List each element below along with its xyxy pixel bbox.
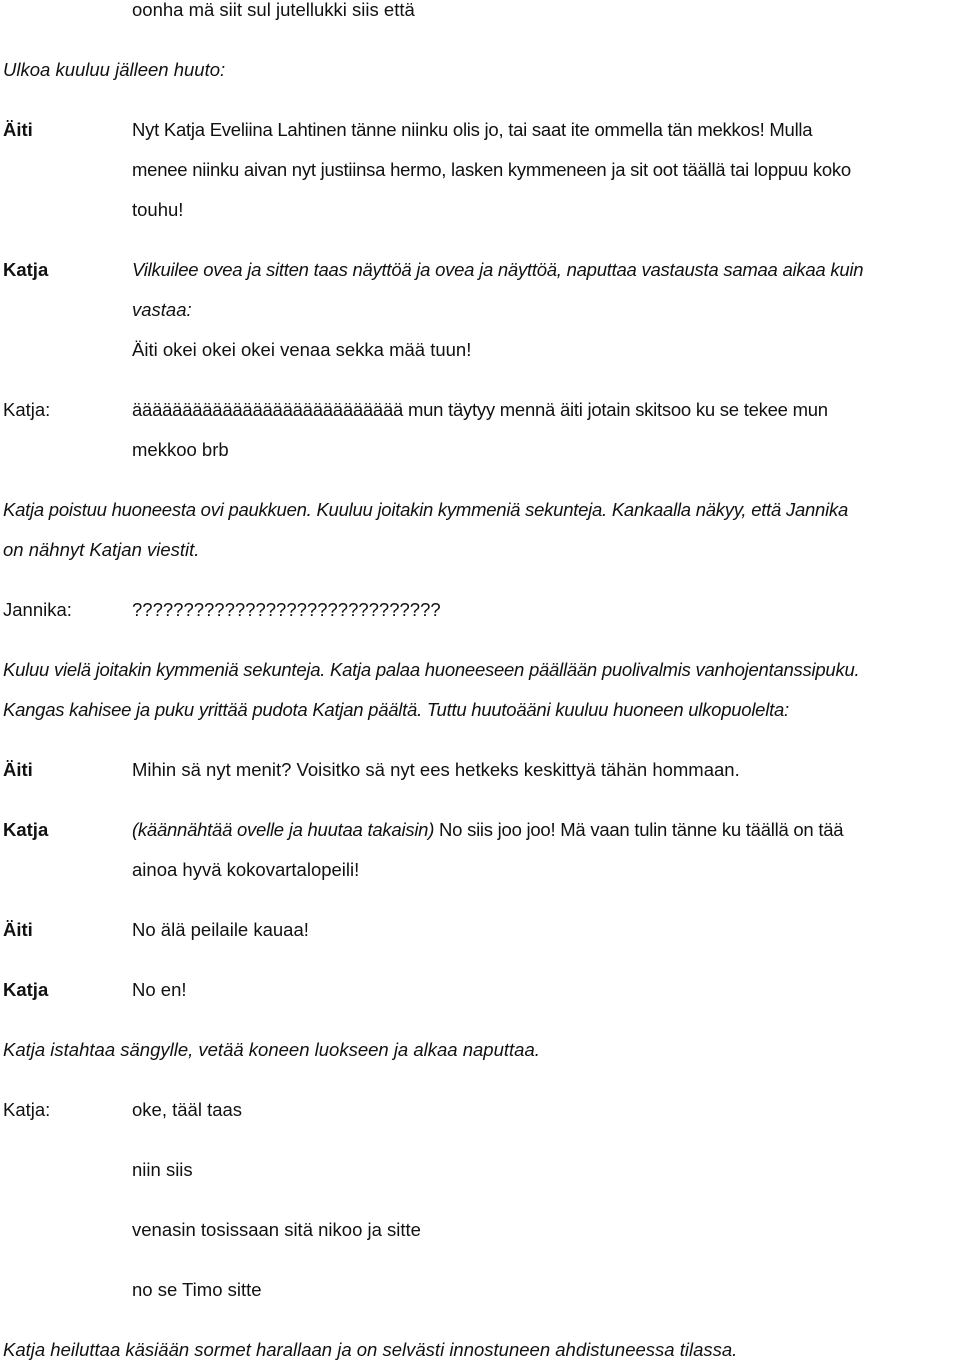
dialogue-line (0, 150, 960, 190)
stage-direction-text: on nähnyt Katjan viestit. (3, 539, 200, 560)
dialogue-line (0, 250, 960, 290)
chat-line (0, 1090, 960, 1130)
stage-direction (0, 690, 960, 730)
dialogue-text: vastaa: (132, 299, 192, 320)
chat-line (0, 390, 960, 430)
stage-direction-text: Katja istahtaa sängylle, vetää koneen luokseen ja alkaa naputtaa. (3, 1039, 540, 1060)
stage-direction (0, 50, 960, 90)
dialogue-text: menee niinku aivan nyt justiinsa hermo, lasken kymmeneen ja sit oot täällä tai loppuu koko (132, 159, 851, 180)
chat-text: ?????????????????????????????? (132, 599, 441, 620)
chat-line (0, 1150, 960, 1190)
stage-direction-text: Kuluu vielä joitakin kymmeniä sekunteja. Katja palaa huoneeseen päällään puolivalmis vanhojentanssipuku. (3, 659, 860, 680)
stage-direction-text: Katja heiluttaa käsiään sormet harallaan ja on selvästi innostuneen ahdistuneessa tilassa. (3, 1339, 738, 1360)
speaker-name: Katja (3, 259, 49, 280)
stage-direction-text: Ulkoa kuuluu jälleen huuto: (3, 59, 226, 80)
stage-direction (0, 1330, 960, 1370)
dialogue-text: Nyt Katja Eveliina Lahtinen tänne niinku olis jo, tai saat ite ommella tän mekkos! Mulla (132, 119, 813, 140)
chat-text: oke, tääl taas (132, 1099, 243, 1120)
dialogue-line (0, 750, 960, 790)
inline-stage-direction: (käännähtää ovelle ja huutaa takaisin) (132, 819, 435, 840)
stage-direction (0, 490, 960, 530)
chat-text: no se Timo sitte (132, 1279, 262, 1300)
dialogue-text: No älä peilaile kauaa! (132, 919, 309, 940)
dialogue-line (0, 0, 960, 30)
speaker-name: Katja (3, 819, 49, 840)
speaker-name: Äiti (3, 759, 33, 780)
chat-line (0, 430, 960, 470)
dialogue-text-wrapper (132, 810, 843, 850)
stage-direction-text: Katja poistuu huoneesta ovi paukkuen. Kuuluu joitakin kymmeniä sekunteja. Kankaalla näkyy, että Jannika (3, 499, 848, 520)
dialogue-line (0, 290, 960, 330)
speaker-name: Äiti (3, 119, 33, 140)
dialogue-line (0, 970, 960, 1010)
chat-line (0, 1210, 960, 1250)
dialogue-line (0, 190, 960, 230)
chat-text: äääääääääääääääääääääääääää mun täytyy mennä äiti jotain skitsoo ku se tekee mun (132, 399, 828, 420)
speaker-name: Katja: (3, 399, 51, 420)
dialogue-line (0, 850, 960, 890)
dialogue-text: Äiti okei okei okei venaa sekka mää tuun! (132, 339, 472, 360)
chat-line (0, 590, 960, 630)
dialogue-line (0, 810, 960, 850)
dialogue-text: Vilkuilee ovea ja sitten taas näyttöä ja ovea ja näyttöä, naputtaa vastausta samaa aikaa kuin (132, 259, 864, 280)
dialogue-text: touhu! (132, 199, 184, 220)
chat-text: mekkoo brb (132, 439, 229, 460)
speaker-name: Katja (3, 979, 49, 1000)
dialogue-text: No siis joo joo! Mä vaan tulin tänne ku täällä on tää (434, 819, 844, 840)
speaker-name: Jannika: (3, 599, 72, 620)
stage-direction (0, 1030, 960, 1070)
dialogue-text: ainoa hyvä kokovartalopeili! (132, 859, 360, 880)
chat-text: niin siis (132, 1159, 193, 1180)
dialogue-text: Mihin sä nyt menit? Voisitko sä nyt ees hetkeks keskittyä tähän hommaan. (132, 759, 740, 780)
stage-direction (0, 650, 960, 690)
stage-direction-text: Kangas kahisee ja puku yrittää pudota Katjan päältä. Tuttu huutoääni kuuluu huoneen ulkopuolelta: (3, 699, 789, 720)
dialogue-line (0, 110, 960, 150)
chat-line (0, 1270, 960, 1310)
dialogue-text: No en! (132, 979, 187, 1000)
chat-text: venasin tosissaan sitä nikoo ja sitte (132, 1219, 421, 1240)
dialogue-line (0, 910, 960, 950)
dialogue-line (0, 330, 960, 370)
dialogue-text: oonha mä siit sul jutellukki siis että (132, 0, 415, 20)
stage-direction (0, 530, 960, 570)
speaker-name: Äiti (3, 919, 33, 940)
speaker-name: Katja: (3, 1099, 51, 1120)
